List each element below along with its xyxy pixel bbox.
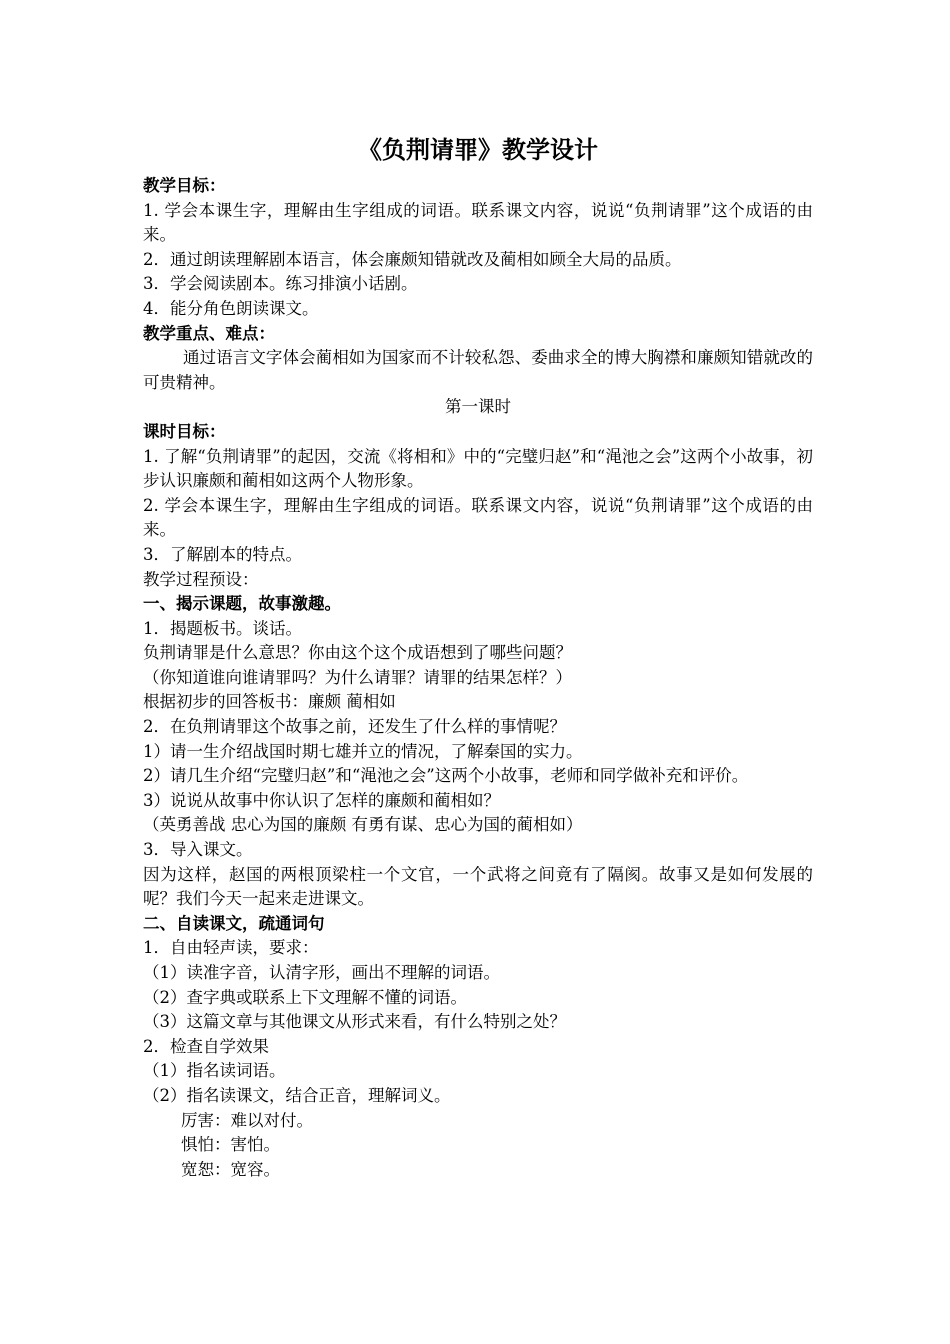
goal-item: 4．能分角色朗读课文。 (143, 298, 319, 318)
section-1-line: （你知道谁向谁请罪吗？为什么请罪？请罪的结果怎样？） (143, 667, 572, 687)
section-1-heading: 一、揭示课题，故事激趣。 (143, 594, 341, 614)
goal-item: 3．学会阅读剧本。练习排演小话剧。 (143, 274, 418, 294)
goal-item: 1. 学会本课生字，理解由生字组成的词语。联系课文内容，说说“负荆请罪”这个成语的由来。 (143, 200, 813, 245)
section-2-line: （3）这篇文章与其他课文从形式来看，有什么特别之处？ (143, 1012, 566, 1032)
section-2-line: （1）读准字音，认清字形，画出不理解的词语。 (143, 963, 500, 982)
section-2-line: （1）指名读词语。 (143, 1061, 286, 1081)
section-1-line: 2．在负荆请罪这个故事之前，还发生了什么样的事情呢？ (143, 717, 566, 737)
section-1-line: 2）请几生介绍“完璧归赵”和“渑池之会”这两个小故事，老师和同学做补充和评价。 (143, 766, 749, 786)
section-2-heading: 二、自读课文，疏通词句 (143, 913, 325, 933)
section-1-line: 3．导入课文。 (143, 840, 253, 860)
section-1-line: （英勇善战 忠心为国的廉颇 有勇有谋、忠心为国的蔺相如） (143, 815, 583, 835)
vocab-item: 惧怕：害怕。 (181, 1135, 280, 1155)
section-1-line: 根据初步的回答板书：廉颇 蔺相如 (143, 692, 396, 712)
document-page (143, 128, 813, 1182)
process-label: 教学过程预设： (143, 569, 259, 589)
lesson-goal-item: 2. 学会本课生字，理解由生字组成的词语。联系课文内容，说说“负荆请罪”这个成语的由来。 (143, 495, 813, 540)
lesson-title: 第一课时 (445, 397, 511, 417)
lesson-goal-item: 1. 了解“负荆请罪”的起因，交流《将相和》中的“完璧归赵”和“渑池之会”这两个小故事，初步认识廉颇和蔺相如这两个人物形象。 (143, 446, 813, 491)
vocab-item: 宽恕：宽容。 (181, 1159, 280, 1179)
heading-teaching-goals: 教学目标： (143, 176, 226, 195)
section-2-line: （2）指名读课文，结合正音，理解词义。 (143, 1085, 451, 1105)
document-title: 《负荆请罪》教学设计 (358, 136, 598, 164)
section-2-line: （2）查字典或联系上下文理解不懂的词语。 (143, 987, 467, 1007)
lesson-goal-item: 3．了解剧本的特点。 (143, 544, 302, 564)
vocab-item: 厉害：难以对付。 (181, 1110, 313, 1130)
section-1-line: 1）请一生介绍战国时期七雄并立的情况，了解秦国的实力。 (143, 741, 583, 761)
section-1-line: 1．揭题板书。谈话。 (143, 618, 302, 638)
section-2-line: 2．检查自学效果 (143, 1036, 269, 1056)
goal-item: 2．通过朗读理解剧本语言，体会廉颇知错就改及蔺相如顾全大局的品质。 (143, 249, 682, 269)
heading-key-points: 教学重点、难点： (143, 323, 275, 343)
key-points-text: 通过语言文字体会蔺相如为国家而不计较私怨、委曲求全的博大胸襟和廉颇知错就改的可贵精神。 (143, 348, 813, 392)
section-1-line: 3）说说从故事中你认识了怎样的廉颇和蔺相如？ (143, 790, 500, 810)
section-1-line: 因为这样，赵国的两根顶梁柱一个文官，一个武将之间竟有了隔阂。故事又是如何发展的呢？我们今天一起来走进课文。 (143, 864, 813, 909)
section-2-line: 1．自由轻声读，要求： (143, 938, 319, 958)
section-1-line: 负荆请罪是什么意思？你由这个这个成语想到了哪些问题？ (143, 643, 572, 663)
heading-lesson-goals: 课时目标： (143, 421, 226, 441)
